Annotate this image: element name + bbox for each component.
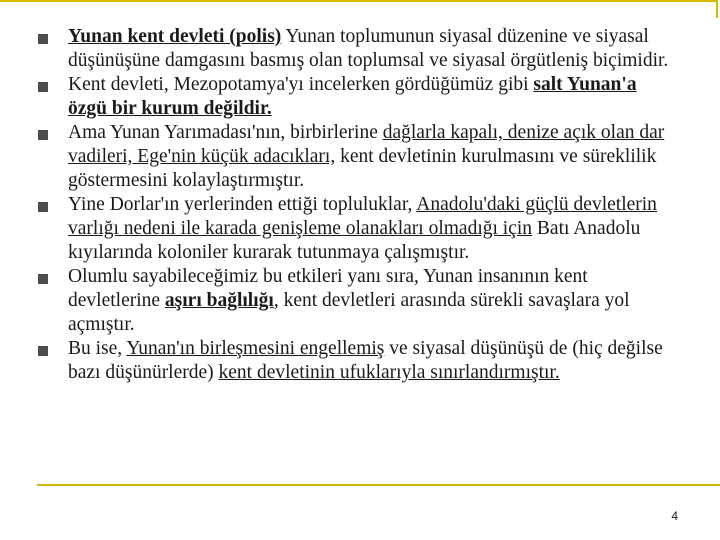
top-frame-line	[0, 0, 718, 18]
square-bullet-icon	[38, 346, 48, 356]
list-item	[38, 337, 678, 385]
text-segment: Bu ise,	[68, 338, 127, 359]
text-segment: Kent devleti, Mezopotamya'yı incelerken gördüğümüz gibi	[68, 74, 534, 95]
polis-term-link[interactable]: Yunan kent devleti (polis)	[68, 26, 282, 47]
square-bullet-icon	[38, 202, 48, 212]
list-item	[38, 73, 678, 121]
list-item-text	[68, 73, 678, 121]
square-bullet-icon	[38, 130, 48, 140]
text-segment: , kent devletleri arasında sürekli savaşlara yol açmıştır.	[68, 290, 630, 335]
city-state-horizons-link[interactable]: kent devletinin ufuklarıyla sınırlandırmıştır.	[218, 362, 560, 383]
bullet-list	[38, 25, 678, 385]
text-segment: Olumlu sayabileceğimiz bu etkileri yanı sıra, Yunan insanının kent devletlerine	[68, 266, 588, 311]
text-segment: Batı Anadolu kıyılarında koloniler kurarak tutunmaya çalışmıştır.	[68, 218, 641, 263]
bottom-rule	[37, 484, 720, 486]
geography-link[interactable]: dağlarla kapalı, denize açık olan dar vadileri, Ege'nin küçük adacıkları,	[68, 122, 665, 167]
list-item	[38, 121, 678, 193]
text-segment: Ama Yunan Yarımadası'nın, birbirlerine	[68, 122, 383, 143]
text-segment: ve siyasal düşünüşü de (hiç değilse bazı düşünürlerde)	[68, 338, 663, 383]
text-segment: Yine Dorlar'ın yerlerinden ettiği topluluklar,	[68, 194, 417, 215]
anatolia-link[interactable]: Anadolu'daki güçlü devletlerin varlığı nedeni ile karada genişleme olanakları olmadığı için	[68, 194, 657, 239]
square-bullet-icon	[38, 274, 48, 284]
square-bullet-icon	[38, 82, 48, 92]
list-item-text	[68, 25, 678, 73]
emphasis-text: aşırı bağlılığı	[164, 290, 274, 311]
page-number: 4	[671, 509, 678, 523]
list-item-text	[68, 121, 678, 193]
list-item	[38, 193, 678, 265]
list-item	[38, 25, 678, 73]
square-bullet-icon	[38, 34, 48, 44]
text-segment: kent devletinin kurulmasını ve süreklilik göstermesini kolaylaştırmıştır.	[68, 146, 657, 191]
list-item	[38, 265, 678, 337]
list-item-text	[68, 337, 678, 385]
list-item-text	[68, 265, 678, 337]
emphasis-text: salt Yunan'a özgü bir kurum değildir.	[68, 74, 637, 119]
list-item-text	[68, 193, 678, 265]
unification-link[interactable]: Yunan'ın birleşmesini engellemiş	[126, 338, 385, 359]
text-segment: Yunan toplumunun siyasal düzenine ve siyasal düşünüşüne damgasını basmış olan toplumsal ve siyasal örgütleniş biçimidir.	[68, 26, 669, 71]
